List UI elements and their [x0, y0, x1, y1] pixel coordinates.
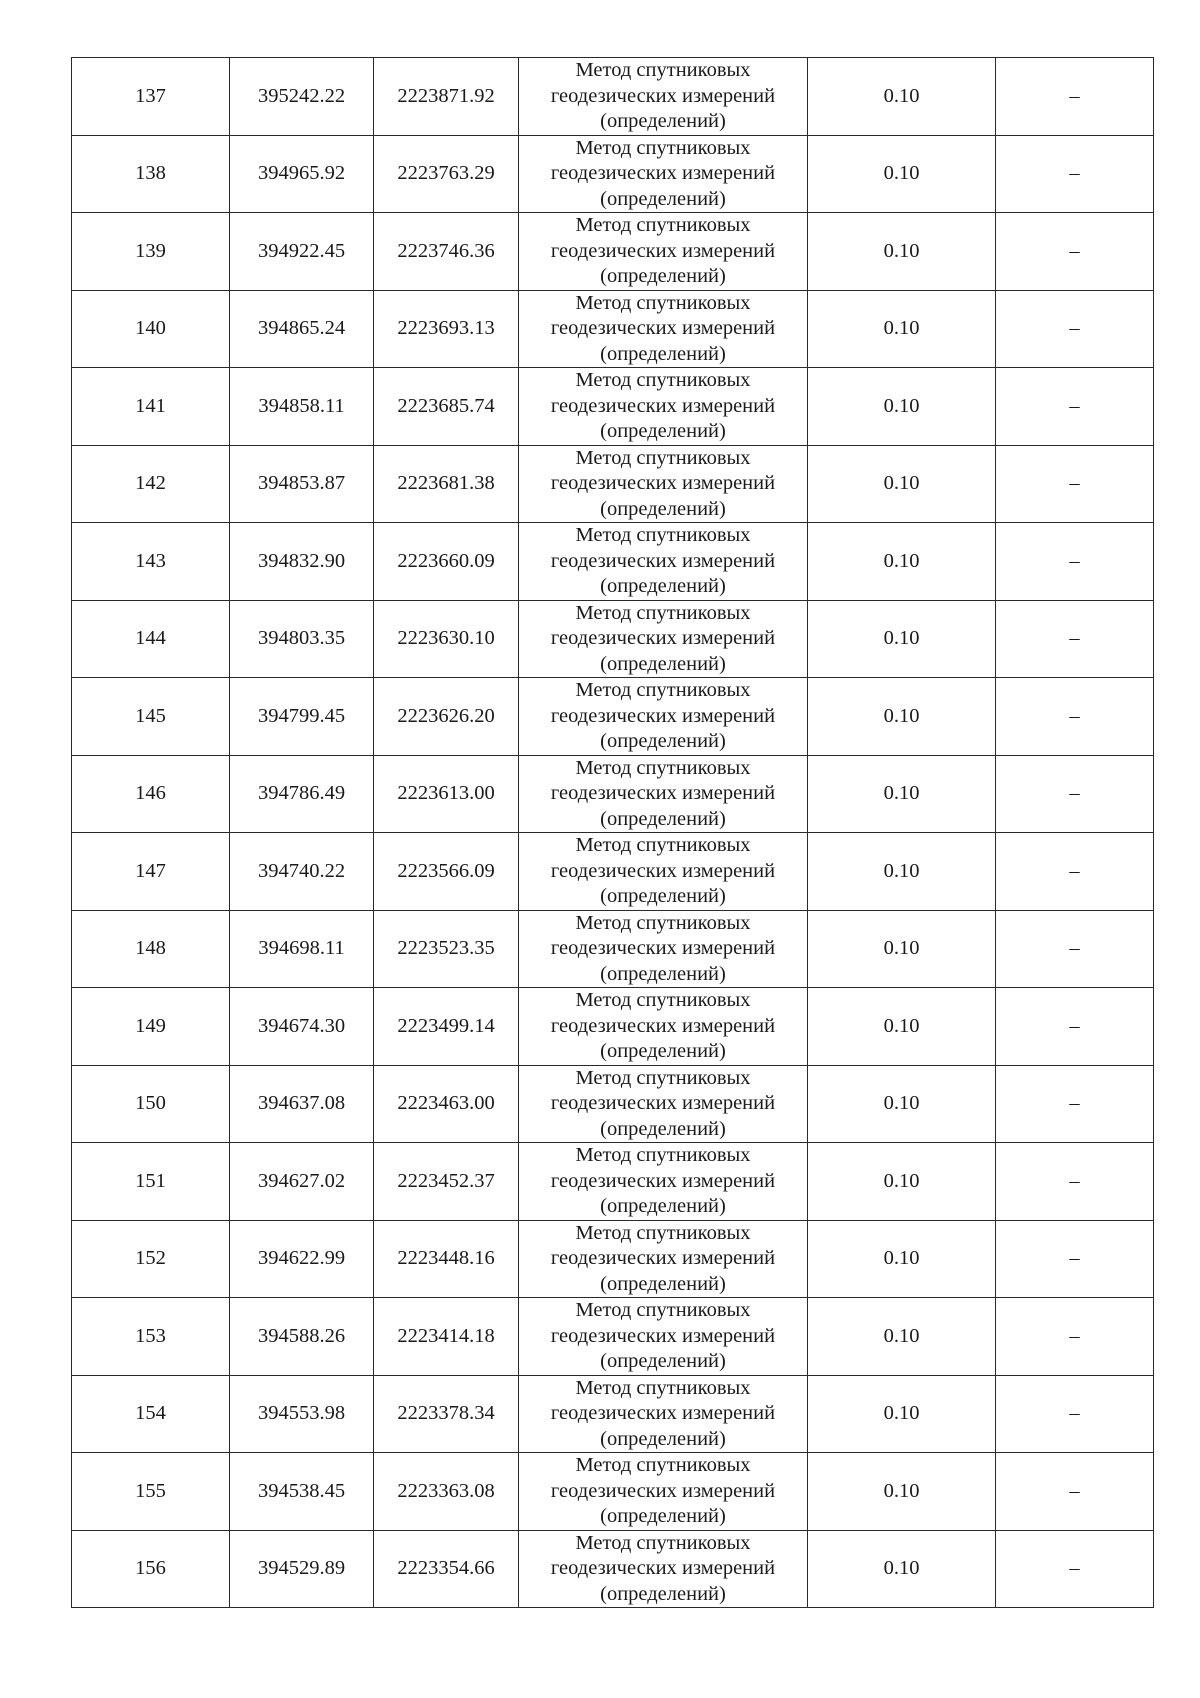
method-line: Метод спутниковых: [575, 136, 751, 159]
method-line: Метод спутниковых: [575, 214, 751, 236]
y-coordinate-cell: 2223630.10: [374, 600, 519, 678]
point-number-cell: 156: [72, 1530, 230, 1608]
y-coordinate-cell: 2223463.00: [374, 1065, 519, 1143]
note-cell: –: [996, 290, 1154, 368]
x-coordinate-cell: 394529.89: [230, 1530, 374, 1608]
note-cell: –: [996, 988, 1154, 1066]
x-coordinate-cell: 394853.87: [230, 445, 374, 523]
y-coordinate-cell: 2223693.13: [374, 290, 519, 368]
x-coordinate-cell: 394674.30: [230, 988, 374, 1066]
y-coordinate-cell: 2223566.09: [374, 833, 519, 911]
method-line: геодезических измерений: [550, 317, 776, 339]
method-line: геодезических измерений: [550, 1479, 776, 1502]
note-cell: –: [996, 755, 1154, 833]
note-cell: –: [996, 1298, 1154, 1376]
y-coordinate-cell: 2223660.09: [374, 523, 519, 601]
method-cell: [519, 1220, 808, 1298]
method-line: геодезических измерений: [550, 1402, 776, 1424]
accuracy-cell: 0.10: [808, 445, 996, 523]
method-cell: [519, 1530, 808, 1608]
point-number-cell: 140: [72, 290, 230, 368]
method-cell: [519, 1065, 808, 1143]
note-cell: –: [996, 368, 1154, 446]
method-cell: [519, 1143, 808, 1221]
method-line: геодезических измерений: [550, 1324, 776, 1347]
point-number-cell: 150: [72, 1065, 230, 1143]
note-cell: –: [996, 1530, 1154, 1608]
method-line: геодезических измерений: [550, 239, 776, 262]
point-number-cell: 144: [72, 600, 230, 678]
coordinates-table: [71, 57, 1154, 1608]
note-cell: –: [996, 1220, 1154, 1298]
note-cell: –: [996, 833, 1154, 911]
method-cell: [519, 678, 808, 756]
table-row: [72, 368, 1154, 446]
table-body: [72, 58, 1154, 1608]
method-line: геодезических измерений: [550, 1092, 776, 1114]
method-line: Метод спутниковых: [575, 1066, 751, 1089]
accuracy-cell: 0.10: [808, 523, 996, 601]
y-coordinate-cell: 2223763.29: [374, 135, 519, 213]
x-coordinate-cell: 394627.02: [230, 1143, 374, 1221]
point-number-cell: 149: [72, 988, 230, 1066]
method-line: (определений): [600, 420, 726, 442]
point-number-cell: 139: [72, 213, 230, 291]
method-cell: [519, 1375, 808, 1453]
table-row: [72, 213, 1154, 291]
note-cell: –: [996, 213, 1154, 291]
method-cell: [519, 910, 808, 988]
y-coordinate-cell: 2223354.66: [374, 1530, 519, 1608]
accuracy-cell: 0.10: [808, 600, 996, 678]
method-line: (определений): [600, 1350, 726, 1372]
accuracy-cell: 0.10: [808, 833, 996, 911]
point-number-cell: 142: [72, 445, 230, 523]
method-line: геодезических измерений: [550, 549, 776, 572]
note-cell: –: [996, 678, 1154, 756]
y-coordinate-cell: 2223613.00: [374, 755, 519, 833]
method-line: (определений): [600, 1040, 726, 1062]
method-cell: [519, 58, 808, 136]
point-number-cell: 141: [72, 368, 230, 446]
x-coordinate-cell: 394637.08: [230, 1065, 374, 1143]
x-coordinate-cell: 394786.49: [230, 755, 374, 833]
table-row: [72, 523, 1154, 601]
method-line: Метод спутниковых: [575, 756, 751, 779]
point-number-cell: 153: [72, 1298, 230, 1376]
note-cell: –: [996, 1375, 1154, 1453]
accuracy-cell: 0.10: [808, 1530, 996, 1608]
method-line: Метод спутниковых: [575, 1531, 751, 1554]
method-line: (определений): [600, 730, 726, 752]
x-coordinate-cell: 394832.90: [230, 523, 374, 601]
accuracy-cell: 0.10: [808, 368, 996, 446]
method-line: (определений): [600, 652, 726, 675]
table-row: [72, 1453, 1154, 1531]
accuracy-cell: 0.10: [808, 988, 996, 1066]
method-cell: [519, 755, 808, 833]
point-number-cell: 147: [72, 833, 230, 911]
method-cell: [519, 213, 808, 291]
method-line: (определений): [600, 187, 726, 210]
point-number-cell: 154: [72, 1375, 230, 1453]
y-coordinate-cell: 2223746.36: [374, 213, 519, 291]
method-line: (определений): [600, 497, 726, 520]
point-number-cell: 145: [72, 678, 230, 756]
method-line: геодезических измерений: [550, 627, 776, 649]
method-line: геодезических измерений: [550, 472, 776, 494]
method-line: геодезических измерений: [550, 1557, 776, 1579]
table-row: [72, 755, 1154, 833]
x-coordinate-cell: 394538.45: [230, 1453, 374, 1531]
method-line: Метод спутниковых: [575, 291, 751, 314]
method-line: (определений): [600, 575, 726, 597]
accuracy-cell: 0.10: [808, 910, 996, 988]
method-line: геодезических измерений: [550, 782, 776, 804]
method-line: Метод спутниковых: [575, 446, 751, 469]
method-line: (определений): [600, 1272, 726, 1295]
method-line: Метод спутниковых: [575, 524, 751, 546]
method-cell: [519, 445, 808, 523]
y-coordinate-cell: 2223685.74: [374, 368, 519, 446]
table-row: [72, 988, 1154, 1066]
method-line: Метод спутниковых: [575, 989, 751, 1011]
x-coordinate-cell: 394803.35: [230, 600, 374, 678]
method-line: (определений): [600, 885, 726, 907]
accuracy-cell: 0.10: [808, 1065, 996, 1143]
method-line: Метод спутниковых: [575, 1376, 751, 1399]
note-cell: –: [996, 1065, 1154, 1143]
point-number-cell: 146: [72, 755, 230, 833]
y-coordinate-cell: 2223681.38: [374, 445, 519, 523]
x-coordinate-cell: 394622.99: [230, 1220, 374, 1298]
method-line: (определений): [600, 110, 726, 132]
method-line: Метод спутниковых: [575, 911, 751, 934]
method-line: (определений): [600, 807, 726, 830]
x-coordinate-cell: 394865.24: [230, 290, 374, 368]
y-coordinate-cell: 2223452.37: [374, 1143, 519, 1221]
method-line: Метод спутниковых: [575, 1299, 751, 1321]
table-row: [72, 600, 1154, 678]
method-line: геодезических измерений: [550, 937, 776, 959]
method-line: (определений): [600, 1582, 726, 1605]
x-coordinate-cell: 394553.98: [230, 1375, 374, 1453]
method-cell: [519, 988, 808, 1066]
method-line: Метод спутниковых: [575, 834, 751, 856]
x-coordinate-cell: 394588.26: [230, 1298, 374, 1376]
accuracy-cell: 0.10: [808, 1453, 996, 1531]
x-coordinate-cell: 394965.92: [230, 135, 374, 213]
method-line: геодезических измерений: [550, 704, 776, 727]
table-row: [72, 1530, 1154, 1608]
table-row: [72, 833, 1154, 911]
note-cell: –: [996, 135, 1154, 213]
point-number-cell: 137: [72, 58, 230, 136]
x-coordinate-cell: 394740.22: [230, 833, 374, 911]
method-line: Метод спутниковых: [575, 601, 751, 624]
method-cell: [519, 290, 808, 368]
y-coordinate-cell: 2223523.35: [374, 910, 519, 988]
method-line: Метод спутниковых: [575, 1144, 751, 1166]
method-line: (определений): [600, 1195, 726, 1217]
table-row: [72, 1143, 1154, 1221]
accuracy-cell: 0.10: [808, 678, 996, 756]
method-cell: [519, 368, 808, 446]
x-coordinate-cell: 394858.11: [230, 368, 374, 446]
method-line: геодезических измерений: [550, 84, 776, 107]
accuracy-cell: 0.10: [808, 290, 996, 368]
accuracy-cell: 0.10: [808, 135, 996, 213]
method-line: (определений): [600, 342, 726, 365]
accuracy-cell: 0.10: [808, 58, 996, 136]
method-cell: [519, 833, 808, 911]
point-number-cell: 143: [72, 523, 230, 601]
table-row: [72, 135, 1154, 213]
method-line: Метод спутниковых: [575, 679, 751, 701]
method-cell: [519, 600, 808, 678]
y-coordinate-cell: 2223414.18: [374, 1298, 519, 1376]
method-line: геодезических измерений: [550, 1247, 776, 1269]
method-line: (определений): [600, 1505, 726, 1527]
accuracy-cell: 0.10: [808, 213, 996, 291]
accuracy-cell: 0.10: [808, 1375, 996, 1453]
method-line: геодезических измерений: [550, 859, 776, 882]
method-line: Метод спутниковых: [575, 59, 751, 81]
y-coordinate-cell: 2223871.92: [374, 58, 519, 136]
table-row: [72, 1375, 1154, 1453]
note-cell: –: [996, 445, 1154, 523]
method-line: геодезических измерений: [550, 394, 776, 417]
table-row: [72, 1065, 1154, 1143]
x-coordinate-cell: 394799.45: [230, 678, 374, 756]
accuracy-cell: 0.10: [808, 1143, 996, 1221]
table-row: [72, 58, 1154, 136]
note-cell: –: [996, 910, 1154, 988]
point-number-cell: 148: [72, 910, 230, 988]
point-number-cell: 138: [72, 135, 230, 213]
method-line: Метод спутниковых: [575, 369, 751, 391]
table-row: [72, 1298, 1154, 1376]
method-line: (определений): [600, 1427, 726, 1450]
table-row: [72, 1220, 1154, 1298]
point-number-cell: 151: [72, 1143, 230, 1221]
table-row: [72, 910, 1154, 988]
point-number-cell: 152: [72, 1220, 230, 1298]
method-line: (определений): [600, 962, 726, 985]
method-cell: [519, 523, 808, 601]
method-line: (определений): [600, 265, 726, 287]
accuracy-cell: 0.10: [808, 1298, 996, 1376]
method-line: геодезических измерений: [550, 162, 776, 184]
method-cell: [519, 1298, 808, 1376]
table-row: [72, 678, 1154, 756]
note-cell: –: [996, 1143, 1154, 1221]
y-coordinate-cell: 2223363.08: [374, 1453, 519, 1531]
table-row: [72, 445, 1154, 523]
method-line: Метод спутниковых: [575, 1454, 751, 1476]
accuracy-cell: 0.10: [808, 1220, 996, 1298]
x-coordinate-cell: 395242.22: [230, 58, 374, 136]
method-cell: [519, 135, 808, 213]
y-coordinate-cell: 2223626.20: [374, 678, 519, 756]
x-coordinate-cell: 394698.11: [230, 910, 374, 988]
accuracy-cell: 0.10: [808, 755, 996, 833]
method-line: геодезических измерений: [550, 1169, 776, 1192]
y-coordinate-cell: 2223448.16: [374, 1220, 519, 1298]
point-number-cell: 155: [72, 1453, 230, 1531]
x-coordinate-cell: 394922.45: [230, 213, 374, 291]
note-cell: –: [996, 523, 1154, 601]
note-cell: –: [996, 1453, 1154, 1531]
y-coordinate-cell: 2223499.14: [374, 988, 519, 1066]
method-line: (определений): [600, 1117, 726, 1140]
method-line: геодезических измерений: [550, 1014, 776, 1037]
y-coordinate-cell: 2223378.34: [374, 1375, 519, 1453]
method-line: Метод спутниковых: [575, 1221, 751, 1244]
method-cell: [519, 1453, 808, 1531]
table-row: [72, 290, 1154, 368]
note-cell: –: [996, 58, 1154, 136]
note-cell: –: [996, 600, 1154, 678]
